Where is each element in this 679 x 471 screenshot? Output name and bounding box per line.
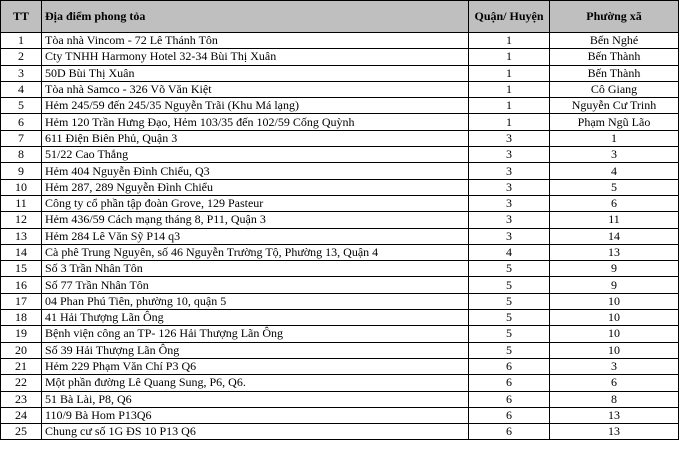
- district-cell: 5: [469, 326, 550, 342]
- ward-cell: 1: [550, 130, 679, 146]
- row-number: 12: [1, 212, 42, 228]
- district-cell: 3: [469, 212, 550, 228]
- location-cell: Chung cư số 1G ĐS 10 P13 Q6: [42, 424, 469, 440]
- ward-cell: 8: [550, 391, 679, 407]
- row-number: 16: [1, 277, 42, 293]
- district-cell: 1: [469, 98, 550, 114]
- table-row: [1, 65, 679, 81]
- table-row: [1, 358, 679, 374]
- location-cell: Hẻm 229 Phạm Văn Chí P3 Q6: [42, 358, 469, 374]
- location-cell: Hẻm 245/59 đến 245/35 Nguyễn Trãi (Khu Má lạng): [42, 98, 469, 114]
- table-row: [1, 98, 679, 114]
- header-ward: Phường xã: [550, 1, 679, 33]
- table-row: [1, 293, 679, 309]
- ward-cell: Nguyễn Cư Trinh: [550, 98, 679, 114]
- ward-cell: 5: [550, 179, 679, 195]
- table-row: [1, 407, 679, 423]
- district-cell: 6: [469, 391, 550, 407]
- table-row: [1, 391, 679, 407]
- header-district: Quận/ Huyện: [469, 1, 550, 33]
- location-cell: Hẻm 436/59 Cách mạng tháng 8, P11, Quận 3: [42, 212, 469, 228]
- row-number: 19: [1, 326, 42, 342]
- location-cell: 41 Hải Thượng Lãn Ông: [42, 310, 469, 326]
- row-number: 14: [1, 244, 42, 260]
- location-cell: 50D Bùi Thị Xuân: [42, 65, 469, 81]
- location-cell: Bệnh viện công an TP- 126 Hải Thượng Lãn Ông: [42, 326, 469, 342]
- table-row: [1, 147, 679, 163]
- location-cell: Số 39 Hải Thượng Lãn Ông: [42, 342, 469, 358]
- district-cell: 6: [469, 424, 550, 440]
- table-row: [1, 81, 679, 97]
- district-cell: 5: [469, 261, 550, 277]
- row-number: 3: [1, 65, 42, 81]
- district-cell: 5: [469, 342, 550, 358]
- ward-cell: Bến Thành: [550, 65, 679, 81]
- row-number: 13: [1, 228, 42, 244]
- table-row: [1, 33, 679, 49]
- ward-cell: 10: [550, 310, 679, 326]
- table-row: [1, 49, 679, 65]
- location-cell: Cà phê Trung Nguyên, số 46 Nguyễn Trường Tộ, Phường 13, Quận 4: [42, 244, 469, 260]
- row-number: 2: [1, 49, 42, 65]
- ward-cell: 3: [550, 147, 679, 163]
- row-number: 15: [1, 261, 42, 277]
- table-row: [1, 326, 679, 342]
- district-cell: 5: [469, 310, 550, 326]
- district-cell: 5: [469, 293, 550, 309]
- ward-cell: 6: [550, 375, 679, 391]
- ward-cell: 3: [550, 358, 679, 374]
- ward-cell: 4: [550, 163, 679, 179]
- location-cell: 51/22 Cao Thắng: [42, 147, 469, 163]
- district-cell: 3: [469, 228, 550, 244]
- location-cell: Cty TNHH Harmony Hotel 32-34 Bùi Thị Xuân: [42, 49, 469, 65]
- ward-cell: 10: [550, 293, 679, 309]
- row-number: 24: [1, 407, 42, 423]
- row-number: 4: [1, 81, 42, 97]
- row-number: 17: [1, 293, 42, 309]
- table-row: [1, 342, 679, 358]
- table-row: [1, 261, 679, 277]
- table-row: [1, 375, 679, 391]
- ward-cell: 10: [550, 342, 679, 358]
- ward-cell: 9: [550, 261, 679, 277]
- location-cell: Tòa nhà Samco - 326 Võ Văn Kiệt: [42, 81, 469, 97]
- ward-cell: 13: [550, 407, 679, 423]
- row-number: 5: [1, 98, 42, 114]
- district-cell: 3: [469, 195, 550, 211]
- district-cell: 6: [469, 375, 550, 391]
- district-cell: 1: [469, 65, 550, 81]
- header-row: [1, 1, 679, 33]
- district-cell: 4: [469, 244, 550, 260]
- district-cell: 3: [469, 179, 550, 195]
- table-row: [1, 277, 679, 293]
- header-tt: TT: [1, 1, 42, 33]
- district-cell: 1: [469, 33, 550, 49]
- table-row: [1, 212, 679, 228]
- ward-cell: 13: [550, 244, 679, 260]
- district-cell: 1: [469, 114, 550, 130]
- ward-cell: 10: [550, 326, 679, 342]
- ward-cell: 14: [550, 228, 679, 244]
- location-cell: 110/9 Bà Hom P13Q6: [42, 407, 469, 423]
- ward-cell: 9: [550, 277, 679, 293]
- district-cell: 6: [469, 358, 550, 374]
- ward-cell: 11: [550, 212, 679, 228]
- district-cell: 3: [469, 130, 550, 146]
- row-number: 11: [1, 195, 42, 211]
- table-row: [1, 310, 679, 326]
- table-row: [1, 163, 679, 179]
- row-number: 7: [1, 130, 42, 146]
- ward-cell: Bến Thành: [550, 49, 679, 65]
- location-cell: Số 3 Trần Nhân Tôn: [42, 261, 469, 277]
- district-cell: 1: [469, 81, 550, 97]
- location-cell: Hẻm 287, 289 Nguyễn Đình Chiểu: [42, 179, 469, 195]
- district-cell: 3: [469, 163, 550, 179]
- location-cell: 611 Điện Biên Phủ, Quận 3: [42, 130, 469, 146]
- district-cell: 5: [469, 277, 550, 293]
- row-number: 23: [1, 391, 42, 407]
- table-row: [1, 195, 679, 211]
- location-cell: Một phần đường Lê Quang Sung, P6, Q6.: [42, 375, 469, 391]
- ward-cell: Phạm Ngũ Lão: [550, 114, 679, 130]
- location-cell: 04 Phan Phú Tiên, phường 10, quận 5: [42, 293, 469, 309]
- row-number: 6: [1, 114, 42, 130]
- table-row: [1, 130, 679, 146]
- district-cell: 6: [469, 407, 550, 423]
- row-number: 1: [1, 33, 42, 49]
- row-number: 25: [1, 424, 42, 440]
- row-number: 22: [1, 375, 42, 391]
- table-row: [1, 114, 679, 130]
- row-number: 20: [1, 342, 42, 358]
- location-cell: Tòa nhà Vincom - 72 Lê Thánh Tôn: [42, 33, 469, 49]
- table-row: [1, 424, 679, 440]
- row-number: 10: [1, 179, 42, 195]
- district-cell: 3: [469, 147, 550, 163]
- row-number: 21: [1, 358, 42, 374]
- ward-cell: Bến Nghé: [550, 33, 679, 49]
- ward-cell: Cô Giang: [550, 81, 679, 97]
- ward-cell: 6: [550, 195, 679, 211]
- location-cell: Công ty cổ phần tập đoàn Grove, 129 Pasteur: [42, 195, 469, 211]
- location-cell: Hẻm 404 Nguyễn Đình Chiểu, Q3: [42, 163, 469, 179]
- location-cell: Hẻm 120 Trần Hưng Đạo, Hẻm 103/35 đến 102/59 Cống Quỳnh: [42, 114, 469, 130]
- location-cell: Số 77 Trần Nhân Tôn: [42, 277, 469, 293]
- location-cell: 51 Bà Lài, P8, Q6: [42, 391, 469, 407]
- row-number: 18: [1, 310, 42, 326]
- ward-cell: 13: [550, 424, 679, 440]
- location-cell: Hẻm 284 Lê Văn Sỹ P14 q3: [42, 228, 469, 244]
- table-row: [1, 244, 679, 260]
- district-cell: 1: [469, 49, 550, 65]
- header-location: Địa điểm phong tỏa: [42, 1, 469, 33]
- row-number: 8: [1, 147, 42, 163]
- table-row: [1, 179, 679, 195]
- table-row: [1, 228, 679, 244]
- row-number: 9: [1, 163, 42, 179]
